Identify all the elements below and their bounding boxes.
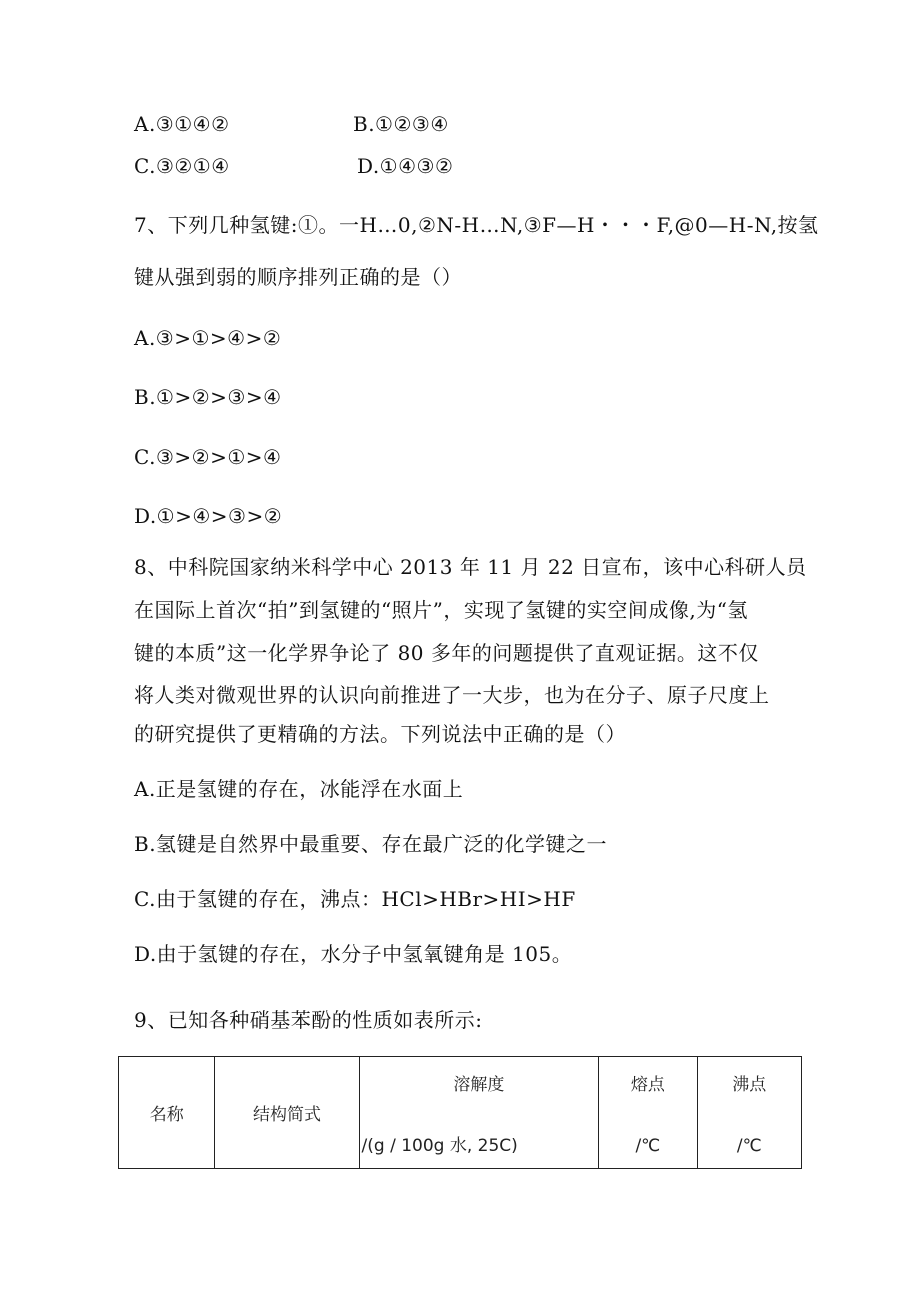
melting-unit: /℃ <box>635 1135 661 1156</box>
q8-option-b: B.氢键是自然界中最重要、存在最广泛的化学键之一 <box>134 832 608 856</box>
q7-option-b: B.①>②>③>④ <box>134 385 282 409</box>
q7-stem-line-1: 7、下列几种氢键:①。一H…0,②N-H…N,③F—H・・・F,@0—H-N,按氢 <box>134 213 819 237</box>
nitrophenol-properties-table <box>118 1056 802 1169</box>
boiling-label: 沸点 <box>732 1074 767 1095</box>
q8-option-c: C.由于氢键的存在，沸点：HCl>HBr>HI>HF <box>134 887 576 911</box>
melting-label: 熔点 <box>630 1074 665 1095</box>
header-melting-point <box>599 1057 697 1169</box>
q6-option-d: D.①④③② <box>357 154 454 178</box>
q8-option-a: A.正是氢键的存在，冰能浮在水面上 <box>134 777 464 801</box>
table-header-row <box>119 1057 802 1169</box>
q8-option-d: D.由于氢键的存在，水分子中氢氧键角是 105。 <box>134 942 573 966</box>
q6-option-c: C.③②①④ <box>134 154 230 178</box>
q9-stem: 9、已知各种硝基苯酚的性质如表所示: <box>134 1008 483 1032</box>
q6-option-a: A.③①④② <box>134 112 230 136</box>
q8-stem-line-5: 的研究提供了更精确的方法。下列说法中正确的是（） <box>134 722 626 746</box>
q8-stem-line-1: 8、中科院国家纳米科学中心 2013 年 11 月 22 日宣布，该中心科研人员 <box>134 555 807 579</box>
header-structure: 结构简式 <box>215 1057 359 1169</box>
q7-option-c: C.③>②>①>④ <box>134 445 282 469</box>
header-boiling-point <box>697 1057 801 1169</box>
q7-option-a: A.③>①>④>② <box>134 326 282 350</box>
q7-option-d: D.①>④>③>② <box>134 504 283 528</box>
q6-option-b: B.①②③④ <box>353 112 449 136</box>
header-solubility <box>359 1057 599 1169</box>
solubility-unit: /(g / 100g 水, 25C) <box>361 1135 518 1156</box>
q8-stem-line-4: 将人类对微观世界的认识向前推进了一大步，也为在分子、原子尺度上 <box>134 683 770 707</box>
q8-stem-line-2: 在国际上首次“拍”到氢键的“照片”，实现了氢键的实空间成像,为“氢 <box>134 598 748 622</box>
q8-stem-line-3: 键的本质”这一化学界争论了 80 多年的问题提供了直观证据。这不仅 <box>134 641 759 665</box>
boiling-unit: /℃ <box>736 1135 762 1156</box>
q7-stem-line-2: 键从强到弱的顺序排列正确的是（） <box>134 265 462 289</box>
header-name: 名称 <box>119 1057 215 1169</box>
solubility-label: 溶解度 <box>453 1074 505 1095</box>
